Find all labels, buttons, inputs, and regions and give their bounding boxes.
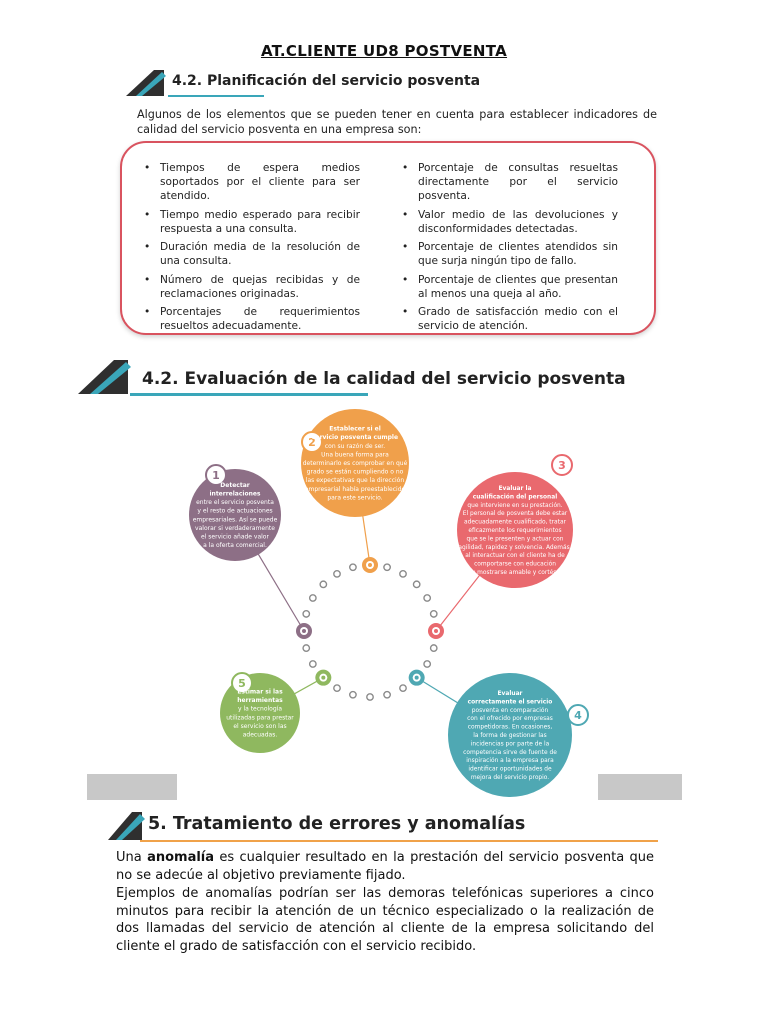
step-text-line: agilidad, rapidez y solvencia. Además,	[458, 544, 572, 551]
step-text-line: con el ofrecido por empresas	[467, 716, 553, 723]
step-text-line: Evaluar	[497, 691, 523, 697]
ring-dot	[350, 692, 356, 698]
ring-dot	[424, 595, 430, 601]
ring-dot	[334, 571, 340, 577]
heading-underline	[140, 840, 658, 842]
ring-dot	[431, 611, 437, 617]
gray-bar-right	[598, 774, 682, 800]
indicators-left-column	[142, 161, 360, 338]
list-item: • Número de quejas recibidas y de reclamaciones originadas.	[142, 273, 360, 301]
step-text-line: Establecer si el	[329, 425, 381, 433]
anomaly-term: anomalía	[147, 850, 215, 865]
list-item: • Porcentaje de clientes que presentan al menos una queja al año.	[400, 273, 618, 301]
anomaly-definition-paragraph: Una anomalía es cualquier resultado en la prestación del servicio posventa que no se adecúe al objetivo previamente fijado.	[116, 850, 655, 883]
step-text-line: El personal de posventa debe estar	[462, 511, 568, 518]
heading-underline	[168, 95, 264, 97]
step-text-line: competidoras. En ocasiones,	[467, 724, 553, 731]
indicators-box	[120, 141, 656, 335]
ring-dot	[384, 564, 390, 570]
step-text-line: grado se están cumpliendo o no	[306, 468, 404, 476]
step-text-line: mejora del servicio propio.	[470, 775, 550, 781]
step-text-line: Detectar	[220, 481, 250, 489]
step-text-line: determinarlo es comprobar en qué	[302, 460, 408, 467]
heading-underline	[130, 393, 368, 396]
ring-dot	[334, 685, 340, 691]
step-text-line: Estimar si las	[237, 688, 283, 696]
ring-dot	[400, 685, 406, 691]
step-text-line: que se le presenten y actuar con	[466, 536, 564, 543]
step-text-line: y el resto de actuaciones	[197, 507, 273, 515]
step-text-line: Evaluar la	[498, 486, 532, 492]
step-text-line: adecuadamente cualificado, tratar	[464, 519, 566, 526]
list-item: • Tiempos de espera medios soportados por el cliente para ser atendido.	[142, 161, 360, 203]
step-text-line: con su razón de ser.	[324, 442, 386, 450]
step-text-line: identificar oportunidades de	[468, 766, 552, 773]
cycle-nodes	[296, 557, 444, 686]
step-text-line: y la tecnología	[237, 705, 283, 713]
list-item: • Tiempo medio esperado para recibir respuesta a una consulta.	[142, 208, 360, 236]
anomaly-examples-paragraph: Ejemplos de anomalías podrían ser las demoras telefónicas superiores a cinco minutos para recibir la atención de un técnico especializado o la realización de dos llamadas del servicio de atención al cliente de la empresa solicitando del cliente el grado de satisfacción con el servicio recibido.	[116, 886, 654, 954]
step-text-line: a la oferta comercial.	[203, 542, 267, 550]
step-number: 1	[212, 469, 220, 482]
section-heading-tratamiento: 5. Tratamiento de errores y anomalías	[148, 814, 526, 834]
step-text-line: cualificación del personal	[472, 494, 558, 501]
step-text-line: las expectativas que la dirección	[305, 477, 405, 485]
cycle-node-dot	[321, 676, 325, 680]
step-text-line: herramientas	[237, 697, 283, 705]
ring-dot	[400, 571, 406, 577]
ring-dot	[424, 661, 430, 667]
ring-dot	[350, 564, 356, 570]
step-text-line: el servicio son las	[233, 722, 287, 730]
step-text-line: incidencias por parte de la	[470, 741, 550, 748]
step-text-line: interrelaciones	[209, 490, 261, 498]
cycle-node-dot	[434, 629, 438, 633]
step-number: 5	[238, 677, 246, 690]
step-text-line: que interviene en su prestación.	[467, 502, 563, 509]
step-text-line: servicio posventa cumple	[311, 434, 399, 442]
step-number: 4	[574, 709, 582, 722]
step-text-line: comportarse con educación	[474, 561, 556, 568]
step-text-line: el servicio añade valor	[201, 533, 269, 541]
ring-dot	[310, 595, 316, 601]
cycle-node-dot	[415, 676, 419, 680]
step-text-line: Una buena forma para	[321, 451, 389, 459]
step-number: 3	[558, 459, 566, 472]
list-item: • Porcentaje de consultas resueltas directamente por el servicio posventa.	[400, 161, 618, 203]
step-text-line: y mostrarse amable y cortés.	[471, 570, 559, 576]
step-text-line: eficazmente los requerimientos	[468, 528, 562, 534]
ring-dot	[303, 645, 309, 651]
step-text-line: correctamente el servicio	[467, 699, 553, 706]
list-item: • Porcentaje de clientes atendidos sin que surja ningún tipo de fallo.	[400, 240, 618, 268]
step-text-line: entre el servicio posventa	[196, 499, 274, 507]
indicators-right-column	[400, 161, 618, 338]
step-text-line: empresarial había preestablecido	[304, 485, 406, 493]
pencil-stripe-icon	[76, 356, 132, 396]
step-text-line: valorar si verdaderamente	[195, 524, 275, 532]
step-text-line: adecuadas.	[242, 731, 278, 739]
step-text-line: utilizadas para prestar	[226, 714, 294, 722]
cycle-node-dot	[302, 629, 306, 633]
evaluation-cycle-diagram	[160, 405, 620, 805]
intro-paragraph: Algunos de los elementos que se pueden tener en cuenta para establecer indicadores de calidad del servicio posventa en una empresa son:	[137, 108, 657, 136]
gray-bar-left	[87, 774, 177, 800]
step-text-line: competencia sirve de fuente de	[463, 749, 557, 756]
ring-dot	[413, 581, 419, 587]
cycle-node-dot	[368, 563, 372, 567]
list-item: • Valor medio de las devoluciones y disconformidades detectadas.	[400, 208, 618, 236]
section-heading-planificacion: 4.2. Planificación del servicio posventa	[172, 73, 481, 89]
list-item: • Duración media de la resolución de una consulta.	[142, 240, 360, 268]
ring-dot	[431, 645, 437, 651]
step-text-line: para este servicio.	[327, 494, 383, 502]
list-item: • Porcentajes de requerimientos resueltos adecuadamente.	[142, 305, 360, 333]
step-text-line: empresariales. Así se puede	[192, 516, 278, 524]
step-text-line: la forma de gestionar las	[473, 733, 547, 739]
list-item: • Grado de satisfacción medio con el servicio de atención.	[400, 305, 618, 333]
pencil-stripe-icon	[124, 66, 168, 98]
step-bubbles	[189, 409, 588, 797]
step-number: 2	[308, 436, 316, 449]
section-heading-evaluacion: 4.2. Evaluación de la calidad del servicio posventa	[142, 369, 626, 389]
ring-dot	[384, 692, 390, 698]
document-title: AT.CLIENTE UD8 POSTVENTA	[260, 42, 508, 60]
pencil-stripe-icon	[106, 806, 146, 842]
step-text-line: al interactuar con el cliente ha de	[465, 553, 565, 560]
ring-dot	[367, 694, 373, 700]
ring-dot	[320, 581, 326, 587]
step-text-line: posventa en comparación	[471, 707, 549, 714]
ring-dot	[310, 661, 316, 667]
step-text-line: inspiración a la empresa para	[466, 758, 554, 765]
ring-dot	[303, 611, 309, 617]
